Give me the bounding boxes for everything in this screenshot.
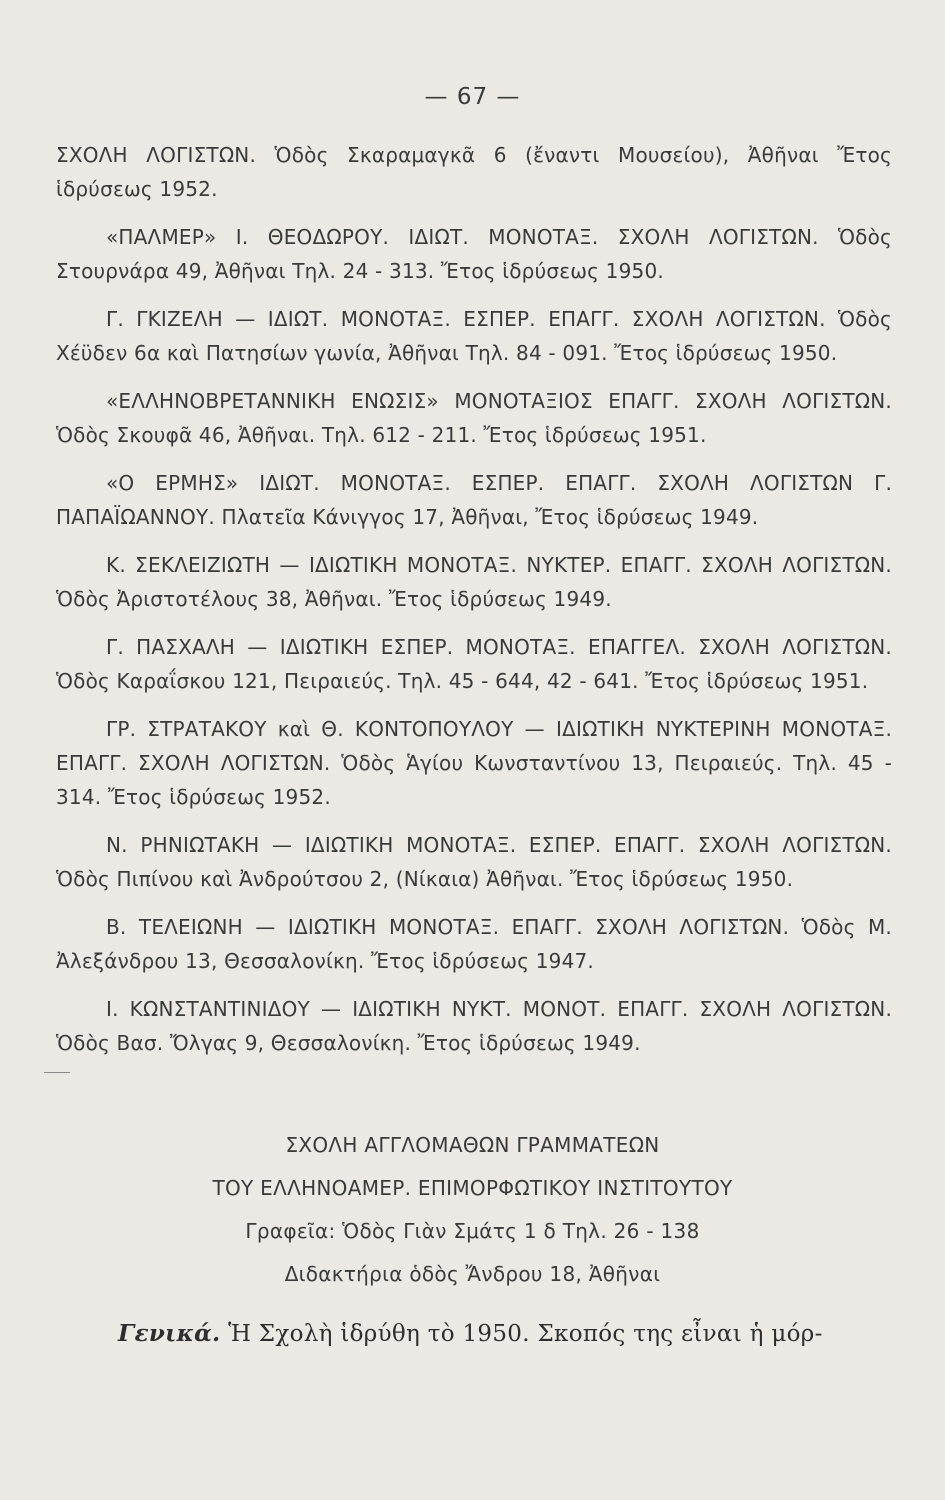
list-item: ΣΧΟΛΗ ΛΟΓΙΣΤΩΝ. Ὁδὸς Σκαραμαγκᾶ 6 (ἔναντι Μουσείου), Ἀθῆναι Ἔτος ἱδρύσεως 1952. (56, 143, 892, 201)
school-classroom-address: Διδακτήρια ὁδὸς Ἄνδρου 18, Ἀθῆναι (284, 1262, 661, 1286)
list-item: Β. ΤΕΛΕΙΩΝΗ — ΙΔΙΩΤΙΚΗ ΜΟΝΟΤΑΞ. ΕΠΑΓΓ. ΣΧΟΛΗ ΛΟΓΙΣΤΩΝ. Ὁδὸς Μ. Ἀλεξάνδρου 13, Θεσσαλονίκη. Ἔτος ἱδρύσεως 1947. (56, 915, 892, 973)
school-office-address: Γραφεῖα: Ὁδὸς Γιὰν Σμάτς 1 δ Τηλ. 26 - 138 (245, 1219, 700, 1243)
list-item: Ν. ΡΗΝΙΩΤΑΚΗ — ΙΔΙΩΤΙΚΗ ΜΟΝΟΤΑΞ. ΕΣΠΕΡ. ΕΠΑΓΓ. ΣΧΟΛΗ ΛΟΓΙΣΤΩΝ. Ὁδὸς Πιπίνου καὶ Ἀνδρούτσου 2, (Νίκαια) Ἀθῆναι. Ἔτος ἱδρύσεως 1950. (56, 833, 892, 891)
page-number: — 67 — (424, 84, 521, 110)
school-title: ΣΧΟΛΗ ΑΓΓΛΟΜΑΘΩΝ ΓΡΑΜΜΑΤΕΩΝ (285, 1133, 660, 1157)
divider (44, 1072, 70, 1073)
school-entries-list (56, 138, 892, 1074)
general-text: Ἡ Σχολὴ ἱδρύθη τὸ 1950. Σκοπός της εἶναι ἡ μόρ- (220, 1321, 823, 1347)
list-item: Ι. ΚΩΝΣΤΑΝΤΙΝΙΔΟΥ — ΙΔΙΩΤΙΚΗ ΝΥΚΤ. ΜΟΝΟΤ. ΕΠΑΓΓ. ΣΧΟΛΗ ΛΟΓΙΣΤΩΝ. Ὁδὸς Βασ. Ὄλγας 9, Θεσσαλονίκη. Ἔτος ἱδρύσεως 1949. (56, 997, 892, 1055)
list-item: ΓΡ. ΣΤΡΑΤΑΚΟΥ καὶ Θ. ΚΟΝΤΟΠΟΥΛΟΥ — ΙΔΙΩΤΙΚΗ ΝΥΚΤΕΡΙΝΗ ΜΟΝΟΤΑΞ. ΕΠΑΓΓ. ΣΧΟΛΗ ΛΟΓΙΣΤΩΝ. Ὁδὸς Ἁγίου Κωνσταντίνου 13, Πειραιεύς. Τηλ. 45 - 314. Ἔτος ἱδρύσεως 1952. (56, 717, 892, 809)
list-item: Κ. ΣΕΚΛΕΙΖΙΩΤΗ — ΙΔΙΩΤΙΚΗ ΜΟΝΟΤΑΞ. ΝΥΚΤΕΡ. ΕΠΑΓΓ. ΣΧΟΛΗ ΛΟΓΙΣΤΩΝ. Ὁδὸς Ἀριστοτέλους 38, Ἀθῆναι. Ἔτος ἱδρύσεως 1949. (56, 553, 892, 611)
school-heading-block (0, 1124, 945, 1296)
school-subtitle: ΤΟΥ ΕΛΛΗΝΟΑΜΕΡ. ΕΠΙΜΟΡΦΩΤΙΚΟΥ ΙΝΣΤΙΤΟΥΤΟΥ (212, 1176, 733, 1200)
list-item: «Ο ΕΡΜΗΣ» ΙΔΙΩΤ. ΜΟΝΟΤΑΞ. ΕΣΠΕΡ. ΕΠΑΓΓ. ΣΧΟΛΗ ΛΟΓΙΣΤΩΝ Γ. ΠΑΠΑΪΩΑΝΝΟΥ. Πλατεῖα Κάνιγγος 17, Ἀθῆναι, Ἔτος ἱδρύσεως 1949. (56, 471, 892, 529)
list-item: Γ. ΠΑΣΧΑΛΗ — ΙΔΙΩΤΙΚΗ ΕΣΠΕΡ. ΜΟΝΟΤΑΞ. ΕΠΑΓΓΕΛ. ΣΧΟΛΗ ΛΟΓΙΣΤΩΝ. Ὁδὸς Καραΐσκου 121, Πειραιεύς. Τηλ. 45 - 644, 42 - 641. Ἔτος ἱδρύσεως 1951. (56, 635, 892, 693)
general-paragraph (118, 1314, 898, 1354)
general-label: Γενικά. (118, 1320, 221, 1347)
list-item: «ΠΑΛΜΕΡ» Ι. ΘΕΟΔΩΡΟΥ. ΙΔΙΩΤ. ΜΟΝΟΤΑΞ. ΣΧΟΛΗ ΛΟΓΙΣΤΩΝ. Ὁδὸς Στουρνάρα 49, Ἀθῆναι Τηλ. 24 - 313. Ἔτος ἱδρύσεως 1950. (56, 225, 892, 283)
list-item: «ΕΛΛΗΝΟΒΡΕΤΑΝΝΙΚΗ ΕΝΩΣΙΣ» ΜΟΝΟΤΑΞΙΟΣ ΕΠΑΓΓ. ΣΧΟΛΗ ΛΟΓΙΣΤΩΝ. Ὁδὸς Σκουφᾶ 46, Ἀθῆναι. Τηλ. 612 - 211. Ἔτος ἱδρύσεως 1951. (56, 389, 892, 447)
list-item: Γ. ΓΚΙΖΕΛΗ — ΙΔΙΩΤ. ΜΟΝΟΤΑΞ. ΕΣΠΕΡ. ΕΠΑΓΓ. ΣΧΟΛΗ ΛΟΓΙΣΤΩΝ. Ὁδὸς Χέϋδεν 6α καὶ Πατησίων γωνία, Ἀθῆναι Τηλ. 84 - 091. Ἔτος ἱδρύσεως 1950. (56, 307, 892, 365)
